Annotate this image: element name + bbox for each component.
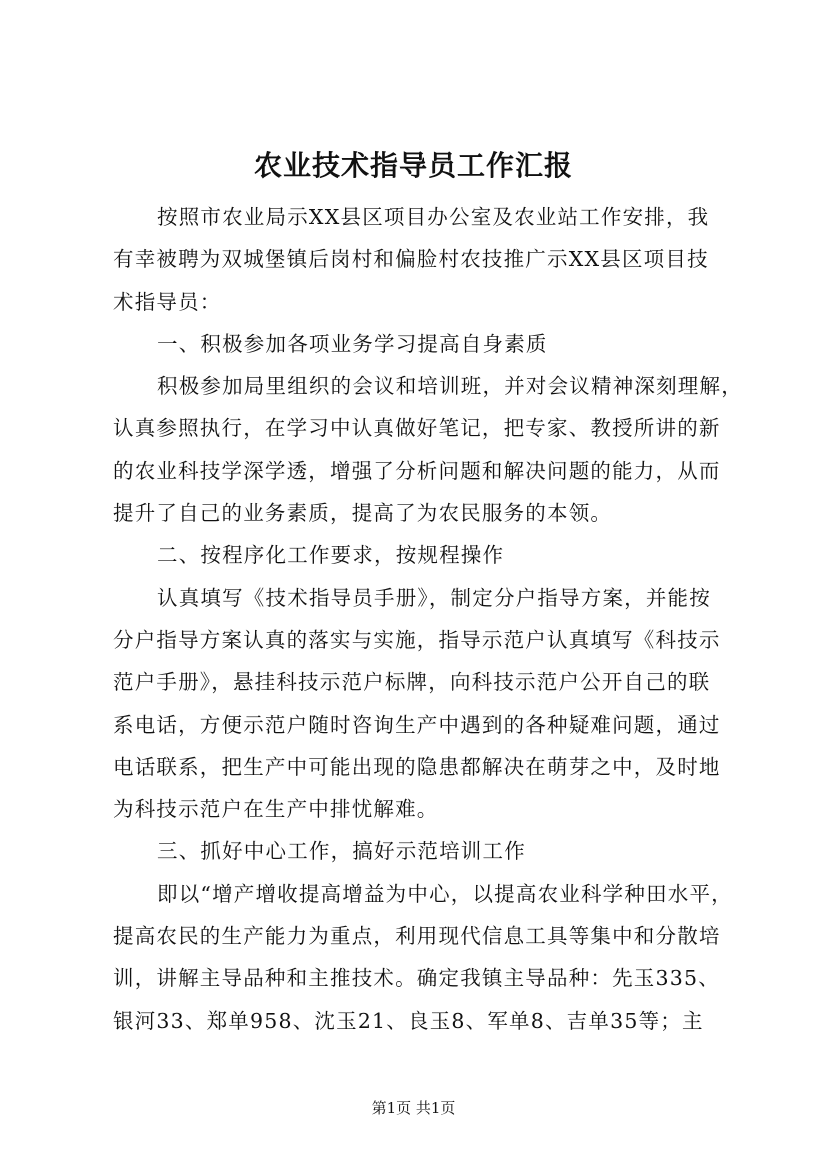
text-line: 训，讲解主导品种和主推技术。确定我镇主导品种：先玉335、: [113, 966, 720, 991]
text-line: 的农业科技学深学透，增强了分析问题和解决问题的能力，从而: [113, 458, 721, 483]
document-title: 农业技术指导员工作汇报: [253, 149, 573, 182]
text-line: 术指导员：: [113, 289, 222, 314]
text-line: 银河33、郑单958、沈玉21、良玉8、军单8、吉单35等；主: [113, 1008, 704, 1033]
text-line: 认真参照执行，在学习中认真做好笔记，把专家、教授所讲的新: [113, 416, 721, 441]
text-line: 提升了自己的业务素质，提高了为农民服务的本领。: [113, 501, 613, 526]
text-line: 分户指导方案认真的落实与实施，指导示范户认真填写《科技示: [113, 627, 721, 652]
page-number-footer: 第1页 共1页: [371, 1099, 456, 1117]
text-line: 按照市农业局示XX县区项目办公室及农业站工作安排，我: [157, 205, 710, 229]
section-heading: 一、积极参加各项业务学习提高自身素质: [157, 331, 548, 356]
text-line: 电话联系，把生产中可能出现的隐患都解决在萌芽之中，及时地: [113, 754, 721, 779]
text-line: 范户手册》，悬挂科技示范户标牌，向科技示范户公开自己的联: [113, 670, 711, 695]
text-line: 有幸被聘为双城堡镇后岗村和偏脸村农技推广示XX县区项目技: [113, 247, 709, 272]
text-line: 即以“增产增收提高增益为中心，以提高农业科学种田水平，: [157, 881, 733, 906]
text-line: 认真填写《技术指导员手册》，制定分户指导方案，并能按: [157, 585, 711, 610]
section-heading: 三、抓好中心工作，搞好示范培训工作: [157, 839, 526, 864]
section-heading: 二、按程序化工作要求，按规程操作: [157, 543, 505, 568]
text-line: 提高农民的生产能力为重点，利用现代信息工具等集中和分散培: [113, 924, 721, 949]
text-line: 系电话，方便示范户随时咨询生产中遇到的各种疑难问题，通过: [113, 712, 721, 737]
text-line: 为科技示范户在生产中排忧解难。: [113, 797, 439, 822]
document-body: [113, 196, 743, 1042]
text-line: 积极参加局里组织的会议和培训班，并对会议精神深刻理解，: [157, 374, 743, 399]
